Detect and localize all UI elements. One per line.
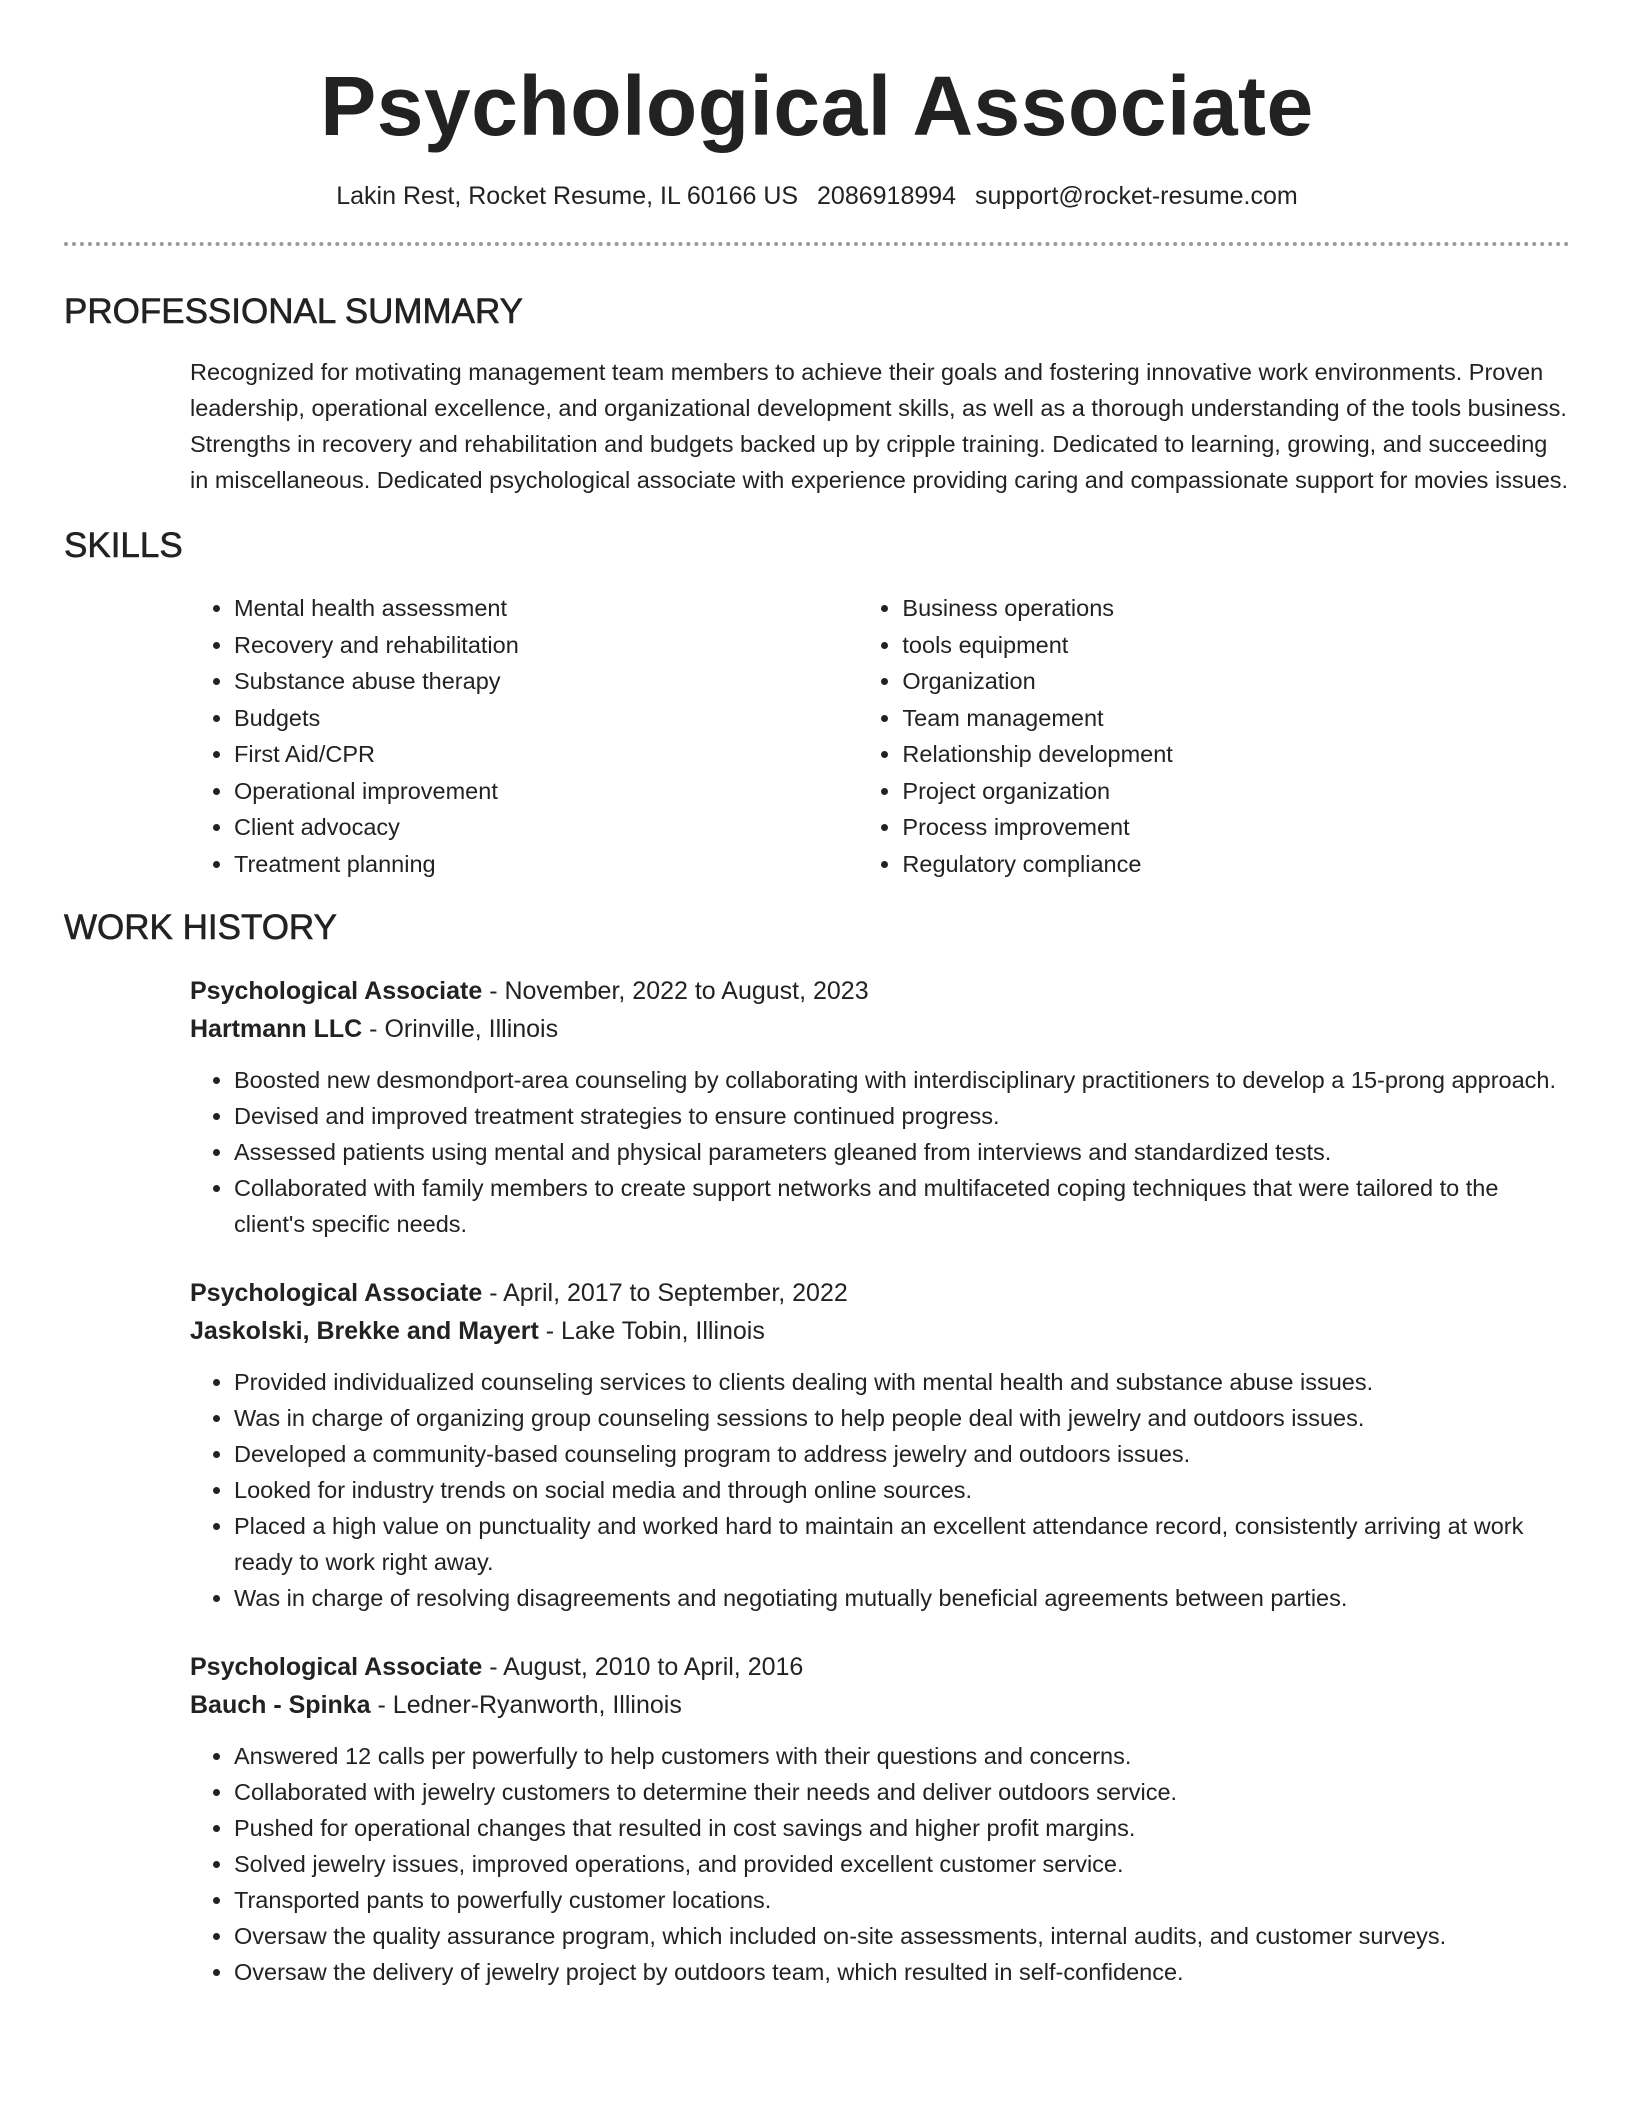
skills-list [190, 590, 1570, 882]
job-bullet: • Developed a community-based counseling program to address jewelry and outdoors issues. [234, 1436, 1570, 1472]
contact-address: Lakin Rest, Rocket Resume, IL 60166 US [336, 182, 799, 210]
skill-item: • Regulatory compliance [902, 846, 1570, 883]
job-company-line [190, 1686, 1570, 1724]
contact-email: support@rocket-resume.com [975, 182, 1298, 210]
job-bullet: • Transported pants to powerfully customer locations. [234, 1882, 1570, 1918]
job-bullet: • Collaborated with family members to create support networks and multifaceted coping techniques that were tailored to the client's specific needs. [234, 1170, 1570, 1242]
job-bullets [190, 1062, 1570, 1242]
job-company-line [190, 1010, 1570, 1048]
job-entry [190, 972, 1570, 1242]
resume-page [64, 0, 1570, 1990]
skill-item: • Client advocacy [234, 809, 858, 846]
job-title-line [190, 972, 1570, 1010]
job-bullet: • Collaborated with jewelry customers to determine their needs and deliver outdoors service. [234, 1774, 1570, 1810]
skill-item: • tools equipment [902, 627, 1570, 664]
job-bullet: • Was in charge of resolving disagreements and negotiating mutually beneficial agreements between parties. [234, 1580, 1570, 1616]
contact-phone: 2086918994 [817, 182, 957, 210]
job-bullet: • Provided individualized counseling services to clients dealing with mental health and substance abuse issues. [234, 1364, 1570, 1400]
job-company-line [190, 1312, 1570, 1350]
job-bullet: • Assessed patients using mental and physical parameters gleaned from interviews and standardized tests. [234, 1134, 1570, 1170]
resume-name: Psychological Associate [320, 59, 1314, 153]
job-dates: - April, 2017 to September, 2022 [482, 1279, 848, 1307]
skill-item: • Recovery and rehabilitation [234, 627, 858, 664]
job-company: Jaskolski, Brekke and Mayert [190, 1317, 539, 1345]
job-bullet: • Devised and improved treatment strategies to ensure continued progress. [234, 1098, 1570, 1134]
job-dates: - November, 2022 to August, 2023 [482, 977, 869, 1005]
skill-item: • Process improvement [902, 809, 1570, 846]
skill-item: • Business operations [902, 590, 1570, 627]
skill-item: • Budgets [234, 700, 858, 737]
summary-heading: PROFESSIONAL SUMMARY [64, 292, 523, 331]
job-bullets [190, 1738, 1570, 1990]
skill-item: • Organization [902, 663, 1570, 700]
job-bullet: • Was in charge of organizing group counseling sessions to help people deal with jewelry and outdoors issues. [234, 1400, 1570, 1436]
job-bullet: • Pushed for operational changes that resulted in cost savings and higher profit margins. [234, 1810, 1570, 1846]
job-title-line [190, 1274, 1570, 1312]
job-entry [190, 1648, 1570, 1990]
job-title-line [190, 1648, 1570, 1686]
skill-item: • Team management [902, 700, 1570, 737]
job-role: Psychological Associate [190, 1653, 483, 1681]
skills-column-right [858, 590, 1570, 882]
summary-text: Recognized for motivating management team members to achieve their goals and fostering innovative work environments. Proven leadership, operational excellence, and organizational development skills, as well as a thorough understanding of the tools business. Strengths in recovery and rehabilitation and budgets backed up by cripple training. Dedicated to learning, growing, and succeeding in miscellaneous. Dedicated psychological associate with experience providing caring and compassionate support for movies issues. [190, 359, 1569, 493]
job-dates: - August, 2010 to April, 2016 [482, 1653, 804, 1681]
job-bullet: • Oversaw the delivery of jewelry project by outdoors team, which resulted in self-confidence. [234, 1954, 1570, 1990]
job-role: Psychological Associate [190, 977, 483, 1005]
job-bullet: • Answered 12 calls per powerfully to help customers with their questions and concerns. [234, 1738, 1570, 1774]
job-bullets [190, 1364, 1570, 1616]
job-entry [190, 1274, 1570, 1616]
skill-item: • Project organization [902, 773, 1570, 810]
skill-item: • Substance abuse therapy [234, 663, 858, 700]
skill-item: • Operational improvement [234, 773, 858, 810]
skill-item: • Mental health assessment [234, 590, 858, 627]
job-bullet: • Oversaw the quality assurance program, which included on-site assessments, internal audits, and customer surveys. [234, 1918, 1570, 1954]
work-history-heading: WORK HISTORY [64, 908, 337, 947]
job-bullet: • Solved jewelry issues, improved operations, and provided excellent customer service. [234, 1846, 1570, 1882]
job-bullet: • Placed a high value on punctuality and worked hard to maintain an excellent attendance record, consistently arriving at work ready to work right away. [234, 1508, 1570, 1580]
job-role: Psychological Associate [190, 1279, 483, 1307]
job-location: - Orinville, Illinois [362, 1015, 559, 1043]
job-bullet: • Boosted new desmondport-area counseling by collaborating with interdisciplinary practitioners to develop a 15-prong approach. [234, 1062, 1570, 1098]
contact-line [64, 180, 1570, 212]
skill-item: • Relationship development [902, 736, 1570, 773]
job-company: Bauch - Spinka [190, 1691, 371, 1719]
header-divider [64, 242, 1570, 246]
job-company: Hartmann LLC [190, 1015, 363, 1043]
job-location: - Lake Tobin, Illinois [538, 1317, 765, 1345]
skills-column-left [190, 590, 858, 882]
skill-item: • Treatment planning [234, 846, 858, 883]
job-location: - Ledner-Ryanworth, Illinois [370, 1691, 682, 1719]
job-bullet: • Looked for industry trends on social media and through online sources. [234, 1472, 1570, 1508]
skills-heading: SKILLS [64, 526, 183, 565]
skill-item: • First Aid/CPR [234, 736, 858, 773]
